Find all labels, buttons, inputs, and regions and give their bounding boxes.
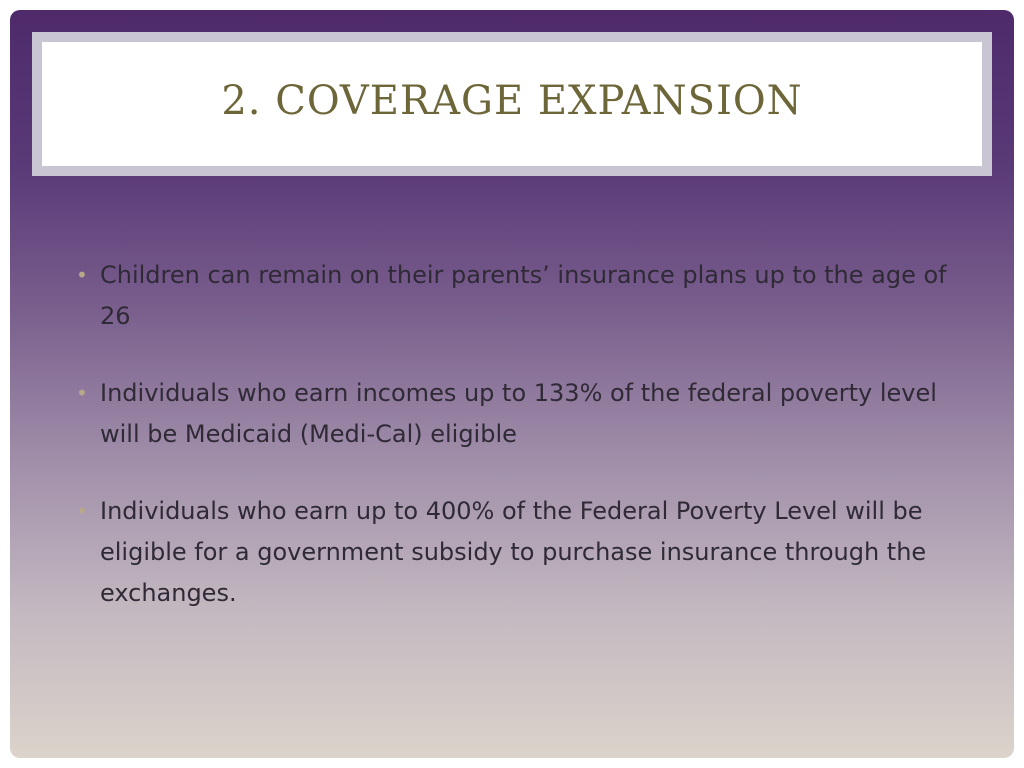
slide (10, 10, 1014, 758)
bullet-text: Individuals who earn up to 400% of the Federal Poverty Level will be eligible for a government subsidy to purchase insurance through the exchanges. (100, 497, 927, 607)
title-frame (32, 32, 992, 176)
bullet-dot-icon: • (76, 263, 88, 287)
bullet-item (72, 491, 972, 614)
bullet-list (72, 255, 972, 650)
bullet-dot-icon: • (76, 499, 88, 523)
bullet-item (72, 373, 972, 455)
bullet-item (72, 255, 972, 337)
title-box (42, 42, 982, 166)
bullet-dot-icon: • (76, 381, 88, 405)
bullet-text: Children can remain on their parents’ insurance plans up to the age of 26 (100, 261, 947, 330)
slide-title: 2. COVERAGE EXPANSION (221, 78, 803, 124)
bullet-text: Individuals who earn incomes up to 133% of the federal poverty level will be Medicaid (Medi-Cal) eligible (100, 379, 937, 448)
